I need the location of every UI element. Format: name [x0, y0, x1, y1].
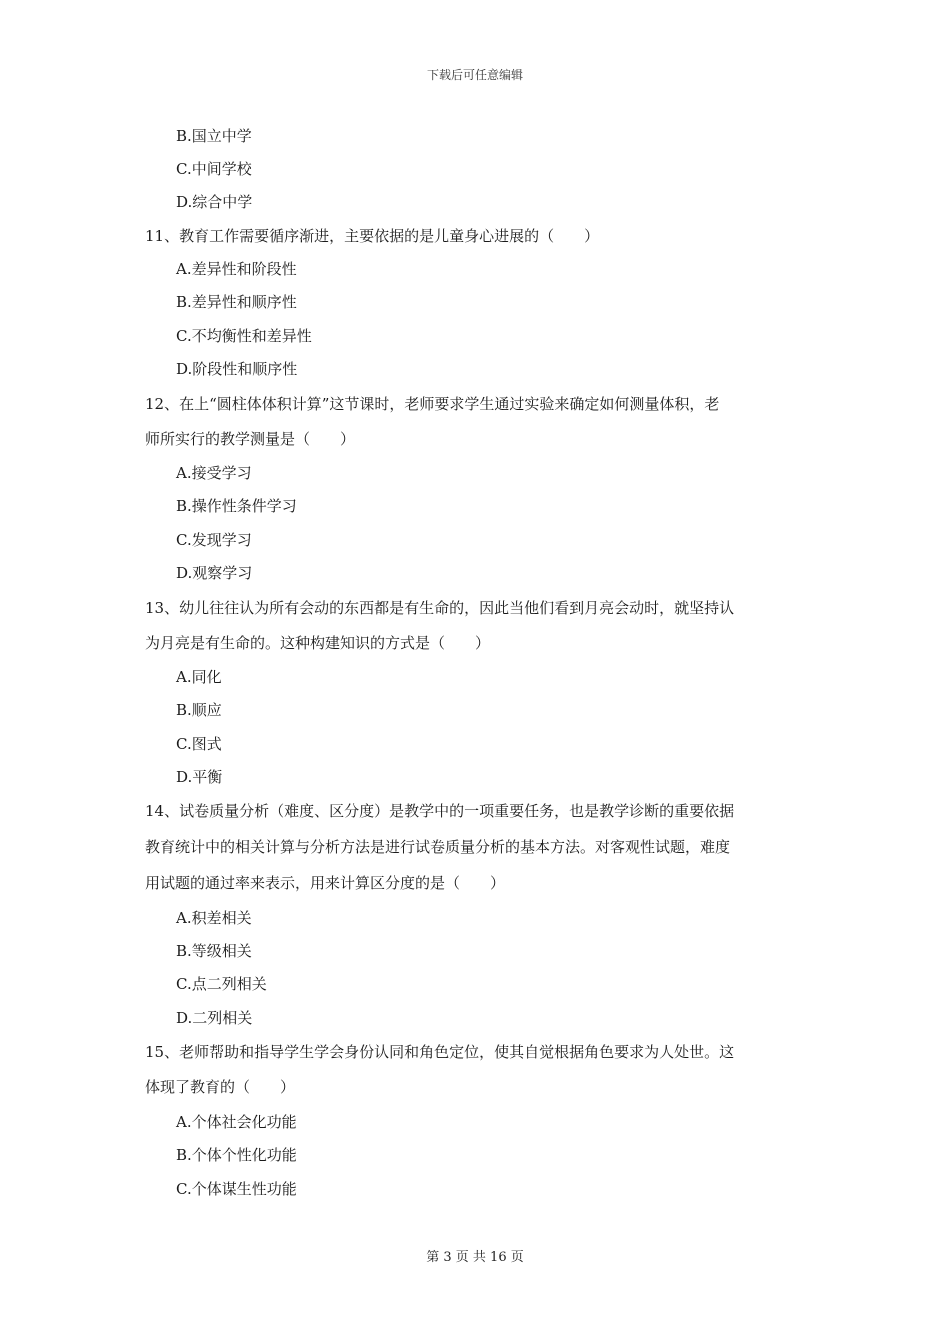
option-line: A.积差相关 [176, 909, 252, 927]
option-line: D.观察学习 [176, 564, 253, 582]
option-line: B.个体个性化功能 [176, 1146, 297, 1164]
option-line: C.中间学校 [176, 160, 252, 178]
question-line: 14、试卷质量分析（难度、区分度）是教学中的一项重要任务，也是教学诊断的重要依据 [145, 802, 735, 820]
question-line: 师所实行的教学测量是（ ） [145, 430, 356, 448]
option-line: D.阶段性和顺序性 [176, 360, 298, 378]
option-line: D.平衡 [176, 768, 223, 786]
option-line: B.顺应 [176, 701, 222, 719]
option-line: B.操作性条件学习 [176, 497, 297, 515]
option-line: A.差异性和阶段性 [176, 260, 297, 278]
option-line: A.接受学习 [176, 464, 252, 482]
question-line: 为月亮是有生命的。这种构建知识的方式是（ ） [145, 634, 491, 652]
question-line: 13、幼儿往往认为所有会动的东西都是有生命的，因此当他们看到月亮会动时，就坚持认 [145, 599, 735, 617]
option-line: B.差异性和顺序性 [176, 293, 297, 311]
question-line: 教育统计中的相关计算与分析方法是进行试卷质量分析的基本方法。对客观性试题，难度 [145, 838, 731, 856]
question-line: 11、教育工作需要循序渐进，主要依据的是儿童身心进展的（ ） [145, 227, 600, 245]
question-line: 体现了教育的（ ） [145, 1078, 296, 1096]
option-line: C.个体谋生性功能 [176, 1180, 297, 1198]
option-line: B.等级相关 [176, 942, 252, 960]
option-line: C.图式 [176, 735, 222, 753]
question-line: 15、老师帮助和指导学生学会身份认同和角色定位，使其自觉根据角色要求为人处世。这 [145, 1043, 735, 1061]
option-line: C.点二列相关 [176, 975, 267, 993]
option-line: B.国立中学 [176, 127, 252, 145]
option-line: A.同化 [176, 668, 222, 686]
question-line: 12、在上“圆柱体体积计算”这节课时，老师要求学生通过实验来确定如何测量体积，老 [145, 395, 720, 413]
option-line: A.个体社会化功能 [176, 1113, 297, 1131]
page-footer: 第 3 页 共 16 页 [426, 1250, 524, 1265]
option-line: D.二列相关 [176, 1009, 253, 1027]
option-line: C.不均衡性和差异性 [176, 327, 312, 345]
page-header: 下载后可任意编辑 [426, 68, 523, 82]
option-line: D.综合中学 [176, 193, 253, 211]
question-line: 用试题的通过率来表示，用来计算区分度的是（ ） [145, 874, 506, 892]
option-line: C.发现学习 [176, 531, 252, 549]
